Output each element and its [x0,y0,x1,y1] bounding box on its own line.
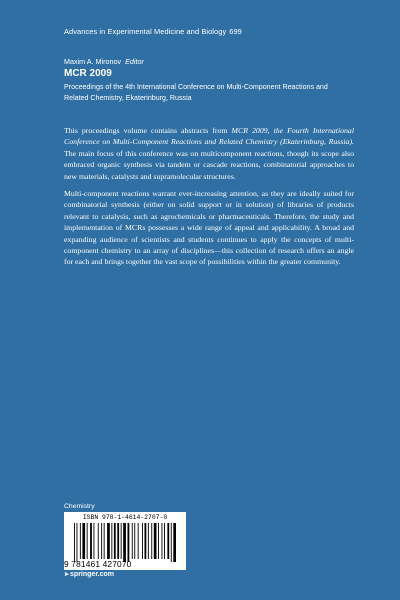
barcode-bar [138,523,139,559]
editor-role: Editor [125,57,144,66]
barcode-bar [123,523,126,562]
editor-line [64,57,144,66]
barcode-bar [77,523,78,562]
subtitle-line-1: Proceedings of the 4th International Conference on Multi-Component Reactions and [64,83,328,91]
subtitle-line-2: Related Chemistry, Ekaterinburg, Russia [64,94,192,102]
barcode-bar [128,523,130,562]
barcode-bar [98,523,99,559]
arrow-icon: ➤ [64,572,70,578]
barcode-bar [154,523,157,559]
barcode-bar [104,523,105,559]
barcode-bar [94,523,95,559]
barcode-digits: 9 781461 427070 [64,559,132,569]
barcode-bar [121,523,122,559]
barcode-bar [87,523,88,559]
barcode-bar [111,523,112,559]
editor-name: Maxim A. Mironov [64,57,122,66]
paragraph-1-italic: MCR 2009, the Fourth International Conference on Multi-Component Reactions and Related Chemistry (Ekaterinburg, Russia). [64,126,354,147]
barcode-bar [80,523,81,559]
barcode-bar [142,523,143,559]
barcode-bar [107,523,110,559]
barcode-bar [151,523,152,559]
publisher-link[interactable] [64,571,114,578]
barcode-bar [74,523,75,562]
barcode-bar [173,523,176,562]
series-number: 699 [229,27,242,36]
book-title: MCR 2009 [64,68,112,79]
book-subtitle [64,82,354,104]
barcode-bar [162,523,163,559]
paragraph-1-text-b: The main focus of this conference was on multicomponent reactions, though its scope also embraced organic synthesis via tandem or cascade reactions, combinatorial approaches to new materials, catalysts and supramolecular structures. [64,148,354,181]
description-paragraph-2: Multi-component reactions warrant ever-increasing attention, as they are ideally suited for combinatorial synthesis (either on solid support or in solution) of libraries of products relevant to catalysis, such as agrochemicals or pharmaceuticals. Therefore, the study and implementation of MCRs possesses a wide range of appeal and applicability. A broad and expanding audience of scientists and students continues to apply the concepts of multi-component chemistry to an array of disciplines—this collection of research offers an angle for each and brings together the vast scope of possibilities within the greater community. [64,189,354,267]
barcode-bar [167,523,169,559]
barcode-bar [145,523,147,559]
barcode-bar [134,523,135,559]
barcode-bar [132,523,133,559]
barcode-bar [101,523,102,559]
barcode-bar [164,523,165,559]
barcode-bar [114,523,116,559]
series-name: Advances in Experimental Medicine and Biology [64,27,227,36]
barcode-bar [82,523,85,559]
paragraph-1-text-a: This proceedings volume contains abstracts from [64,126,232,135]
publisher-url: springer.com [70,571,114,578]
series-title [64,27,242,36]
barcode-bar [148,523,149,559]
isbn-label: ISBN 978-1-4614-2707-0 [82,514,168,521]
barcode-bar [158,523,159,559]
description [64,125,354,274]
barcode-bar [90,523,92,559]
barcode-bar [171,523,172,562]
subject-category: Chemistry [64,503,95,510]
description-paragraph-1 [64,125,354,182]
barcode-bar [117,523,119,559]
barcode [64,512,186,570]
